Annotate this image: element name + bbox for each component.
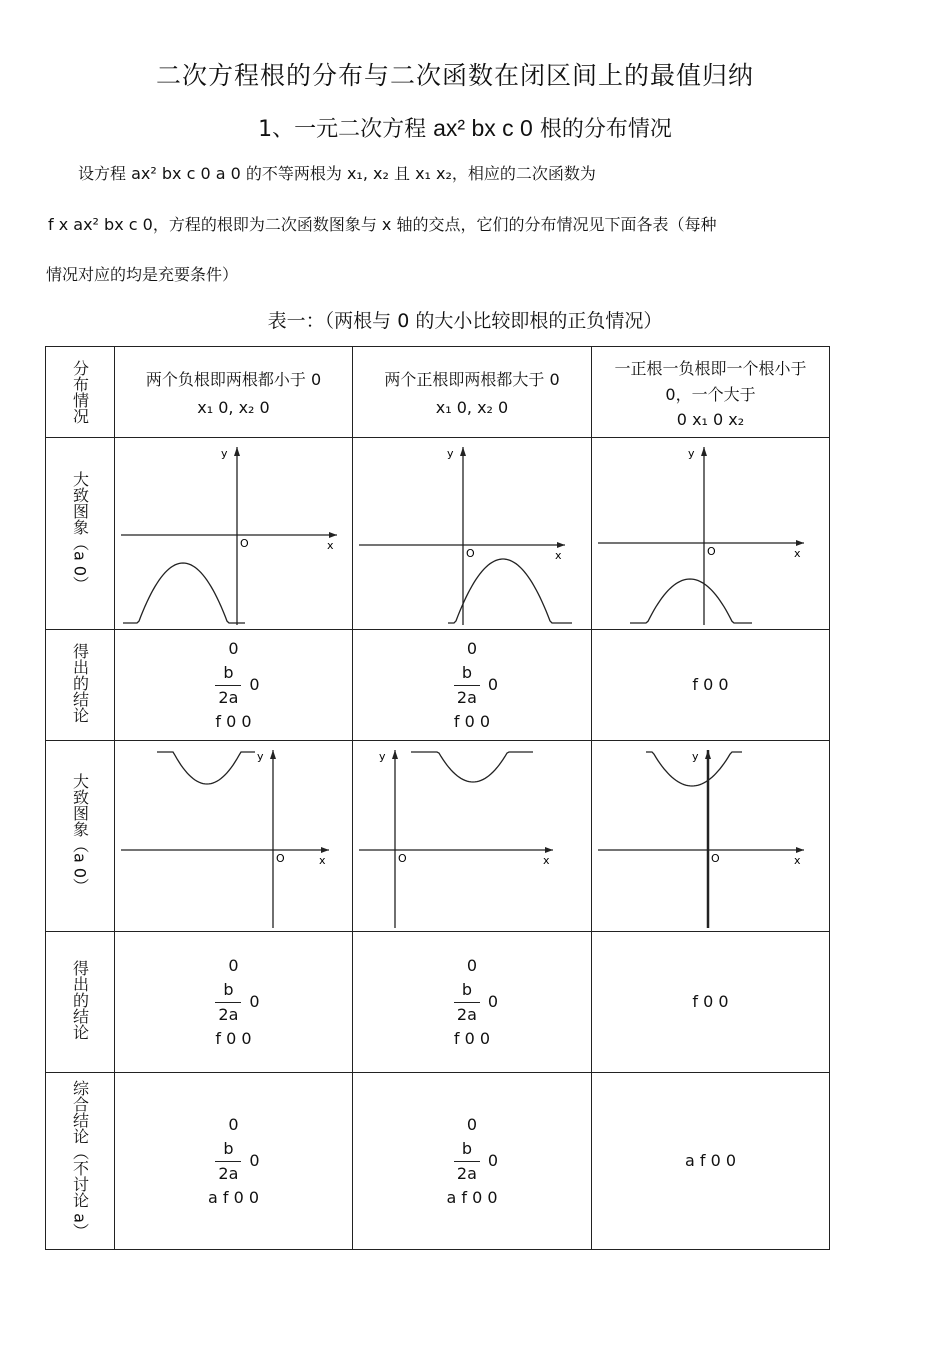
- condition-cell: [353, 630, 592, 741]
- result-row-upward-label: [46, 630, 115, 741]
- x-axis-label: x: [319, 853, 326, 867]
- origin-label: O: [398, 851, 407, 865]
- fraction-numerator: b: [454, 1137, 480, 1162]
- y-axis-arrow: [701, 447, 707, 456]
- header-row-label: [46, 347, 115, 438]
- y-axis-label: y: [692, 749, 699, 763]
- f0-condition: f 0 0: [692, 992, 729, 1011]
- x-axis-arrow: [557, 542, 565, 548]
- fraction-denominator: 2a: [218, 687, 239, 707]
- header-col-3-line2: 0 x₁ 0 x₂: [676, 409, 745, 429]
- header-col-2-line1: 两个正根即两根都大于 0: [384, 370, 560, 389]
- intro-line-2: f x ax² bx c 0，方程的根即为二次函数图象与 x 轴的交点，它们的分布情况见下面各表（每种: [48, 215, 717, 234]
- header-col-3-line1: 一正根一负根即一个根小于 0，一个大于: [614, 358, 807, 404]
- condition-cell: [592, 630, 830, 741]
- graph-row-upward: [46, 438, 830, 630]
- x-axis-arrow: [321, 847, 329, 853]
- parabola-graph: [592, 439, 828, 629]
- origin-label: O: [707, 544, 716, 558]
- summary-row-label: [46, 1073, 115, 1250]
- fraction-denominator: 2a: [218, 1004, 239, 1024]
- result-row-downward-label-text: 得出的结论: [70, 960, 90, 1040]
- graph-row-downward: [46, 741, 830, 932]
- parabola-curve: [123, 563, 245, 623]
- graph-row-downward-label: [46, 741, 115, 932]
- axis-fraction: [215, 978, 241, 1027]
- condition-cell: [353, 932, 592, 1073]
- y-axis-label: y: [688, 446, 695, 460]
- root-distribution-table: [45, 346, 830, 1250]
- header-col-1: [115, 347, 353, 438]
- graph-cell: [115, 741, 353, 932]
- fraction-numerator: b: [215, 661, 241, 686]
- fraction-relation: 0: [249, 674, 260, 694]
- parabola-graph: [115, 742, 351, 931]
- condition-cell: [115, 630, 353, 741]
- graph-row-upward-label-text: 大致图象（a 0）: [70, 470, 90, 593]
- discriminant-condition: 0: [466, 638, 478, 658]
- x-axis-label: x: [794, 546, 801, 560]
- af0-condition: a f 0 0: [446, 1187, 498, 1207]
- graph-row-upward-label: [46, 438, 115, 630]
- graph-cell: [353, 438, 592, 630]
- y-axis-arrow: [270, 750, 276, 759]
- x-axis-label: x: [794, 853, 801, 867]
- summary-cell: [592, 1073, 830, 1250]
- x-axis-arrow: [545, 847, 553, 853]
- summary-cell: [115, 1073, 353, 1250]
- origin-label: O: [466, 546, 475, 560]
- origin-label: O: [711, 851, 720, 865]
- summary-row: [46, 1073, 830, 1250]
- fraction-denominator: 2a: [218, 1163, 239, 1183]
- fraction-numerator: b: [215, 1137, 241, 1162]
- y-axis-label: y: [447, 446, 454, 460]
- fraction-relation: 0: [487, 991, 499, 1011]
- summary-row-label-text: 综合结论（不讨论 a）: [70, 1079, 90, 1239]
- discriminant-condition: 0: [228, 638, 239, 658]
- f0-condition: f 0 0: [453, 711, 491, 731]
- y-axis-arrow: [460, 447, 466, 456]
- f0-condition: f 0 0: [215, 711, 252, 731]
- graph-cell: [592, 741, 830, 932]
- f0-condition: f 0 0: [692, 675, 729, 694]
- f0-condition: f 0 0: [453, 1028, 491, 1048]
- x-axis-arrow: [796, 540, 804, 546]
- x-axis-label: x: [543, 853, 550, 867]
- x-axis-arrow: [329, 532, 337, 538]
- table-caption: 表一：（两根与 0 的大小比较即根的正负情况）: [267, 310, 663, 332]
- discriminant-condition: 0: [466, 955, 478, 975]
- discriminant-condition: 0: [228, 1114, 239, 1134]
- section-prefix: 1、一元二次方程: [258, 117, 427, 142]
- parabola-graph: [353, 439, 590, 629]
- discriminant-condition: 0: [466, 1114, 478, 1134]
- parabola-curve: [157, 752, 255, 784]
- y-axis-arrow: [392, 750, 398, 759]
- result-row-upward-label-text: 得出的结论: [70, 643, 90, 723]
- result-row-upward: [46, 630, 830, 741]
- condition-cell: [115, 932, 353, 1073]
- origin-label: O: [276, 851, 285, 865]
- graph-row-downward-label-text: 大致图象（a 0）: [70, 773, 90, 895]
- fraction-relation: 0: [249, 1150, 260, 1170]
- section-heading: [0, 112, 930, 143]
- summary-cell: [353, 1073, 592, 1250]
- fraction-relation: 0: [487, 674, 499, 694]
- result-row-downward-label: [46, 932, 115, 1073]
- page-title: 二次方程根的分布与二次函数在闭区间上的最值归纳: [155, 61, 754, 90]
- header-col-2-line2: x₁ 0, x₂ 0: [435, 398, 509, 417]
- fraction-numerator: b: [454, 661, 480, 686]
- table-header-row: [46, 347, 830, 438]
- y-axis-arrow: [705, 750, 711, 759]
- axis-fraction: [454, 1137, 480, 1186]
- axis-fraction: [454, 978, 480, 1027]
- y-axis-label: y: [379, 749, 386, 763]
- graph-cell: [353, 741, 592, 932]
- fraction-denominator: 2a: [456, 687, 477, 707]
- header-row-label-text: 分布情况: [70, 360, 90, 424]
- af0-condition: a f 0 0: [207, 1187, 260, 1207]
- section-equation: ax² bx c 0: [433, 115, 533, 141]
- header-col-1-line1: 两个负根即两根都小于 0: [145, 370, 322, 389]
- axis-fraction: [215, 661, 241, 710]
- header-col-2: [353, 347, 592, 438]
- f0-condition: f 0 0: [215, 1028, 252, 1048]
- y-axis-label: y: [221, 446, 228, 460]
- fraction-numerator: b: [454, 978, 480, 1003]
- fraction-relation: 0: [249, 991, 260, 1011]
- axis-fraction: [215, 1137, 241, 1186]
- graph-cell: [115, 438, 353, 630]
- x-axis-label: x: [555, 548, 562, 562]
- af0-condition: a f 0 0: [684, 1151, 737, 1170]
- section-suffix: 根的分布情况: [539, 117, 672, 142]
- parabola-graph: [592, 742, 828, 931]
- y-axis-arrow: [234, 447, 240, 456]
- fraction-denominator: 2a: [456, 1163, 477, 1183]
- fraction-denominator: 2a: [456, 1004, 477, 1024]
- header-col-3: [592, 347, 830, 438]
- intro-line-3: 情况对应的均是充要条件）: [46, 265, 239, 284]
- parabola-curve: [448, 559, 572, 623]
- parabola-curve: [411, 752, 533, 782]
- header-col-1-line2: x₁ 0, x₂ 0: [197, 398, 270, 417]
- parabola-curve: [630, 579, 752, 623]
- result-row-downward: [46, 932, 830, 1073]
- intro-line-1: 设方程 ax² bx c 0 a 0 的不等两根为 x₁, x₂ 且 x₁ x₂，相应的二次函数为: [78, 164, 596, 183]
- fraction-numerator: b: [215, 978, 241, 1003]
- fraction-relation: 0: [487, 1150, 499, 1170]
- x-axis-arrow: [796, 847, 804, 853]
- origin-label: O: [240, 536, 249, 550]
- parabola-graph: [353, 742, 590, 931]
- graph-cell: [592, 438, 830, 630]
- x-axis-label: x: [327, 538, 334, 552]
- condition-cell: [592, 932, 830, 1073]
- discriminant-condition: 0: [228, 955, 239, 975]
- y-axis-label: y: [257, 749, 264, 763]
- axis-fraction: [454, 661, 480, 710]
- parabola-graph: [115, 439, 351, 629]
